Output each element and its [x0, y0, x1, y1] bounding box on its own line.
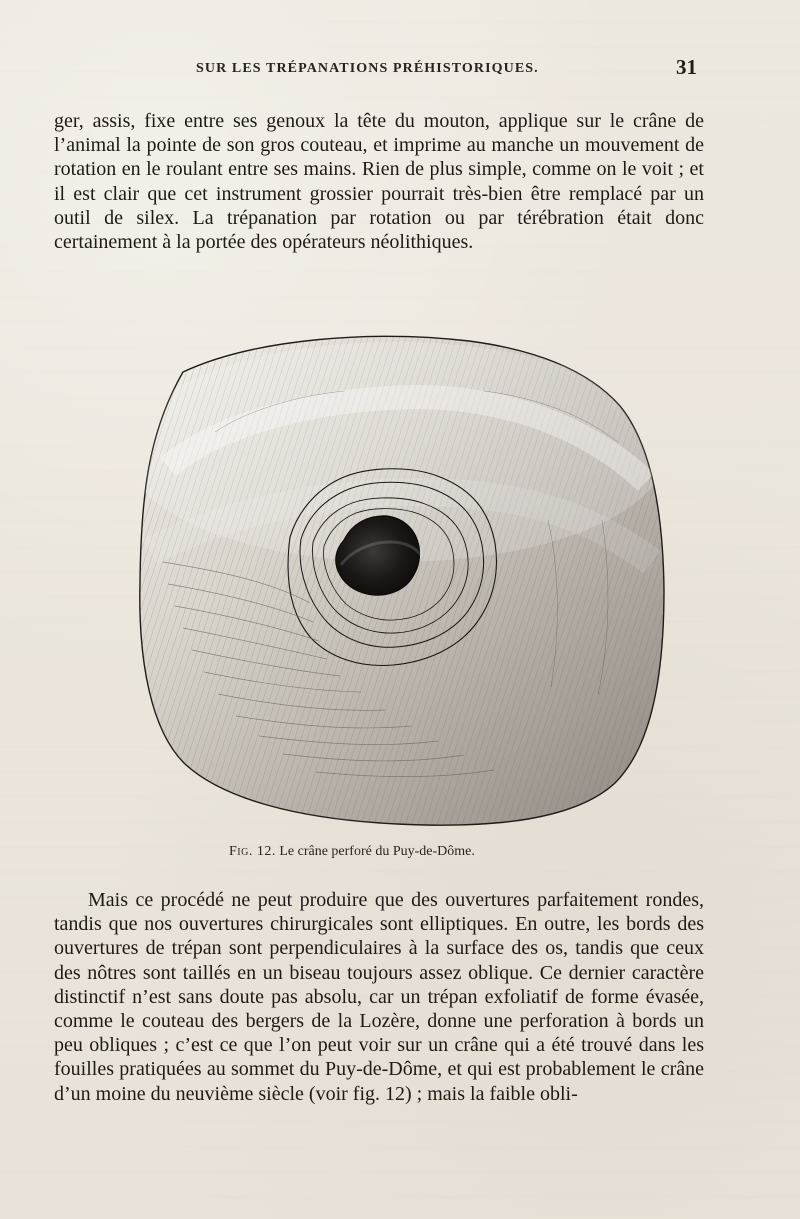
- running-head: SUR LES TRÉPANATIONS PRÉHISTORIQUES.: [196, 61, 539, 76]
- paragraph-top: ger, assis, fixe entre ses genoux la tête du mouton, applique sur le crâne de l’animal la pointe de son gros couteau, et imprime au manche un mouvement de rotation en le roulant entre ses mains. Rien de plus simple, comme on le voit ; et il est clair que cet instrument grossier pourrait très-bien être remplacé par un outil de silex. La trépanation par rotation ou par térébration était donc certainement à la portée des opérateurs néolithiques.: [54, 110, 704, 254]
- paragraph-bottom: Mais ce procédé ne peut produire que des ouvertures parfaitement rondes, tandis que nos ouvertures chirurgicales sont elliptiques. En outre, les bords des ouvertures de trépan sont perpendiculaires à la surface des os, tandis que ceux des nôtres sont taillés en un biseau toujours assez oblique. Ce dernier caractère distinctif n’est sans doute pas absolu, car un trépan exfoliatif de forme évasée, comme le couteau des bergers de la Lozère, donne une perforation à bords un peu obliques ; c’est ce que l’on peut voir sur un crâne qui a été trouvé dans les fouilles pratiquées au sommet du Puy-de-Dôme, et qui est probablement le crâne d’un moine du neuvième siècle (voir fig. 12) ; mais la faible obli-: [54, 889, 704, 1105]
- figure-label: Fig. 12.: [229, 844, 276, 859]
- figure-caption: [229, 844, 475, 860]
- perforated-skull-figure: [130, 332, 665, 827]
- page-number: 31: [676, 55, 697, 79]
- perforated-skull-engraving-icon: [130, 332, 665, 827]
- figure-caption-text: Le crâne perforé du Puy-de-Dôme.: [279, 844, 475, 859]
